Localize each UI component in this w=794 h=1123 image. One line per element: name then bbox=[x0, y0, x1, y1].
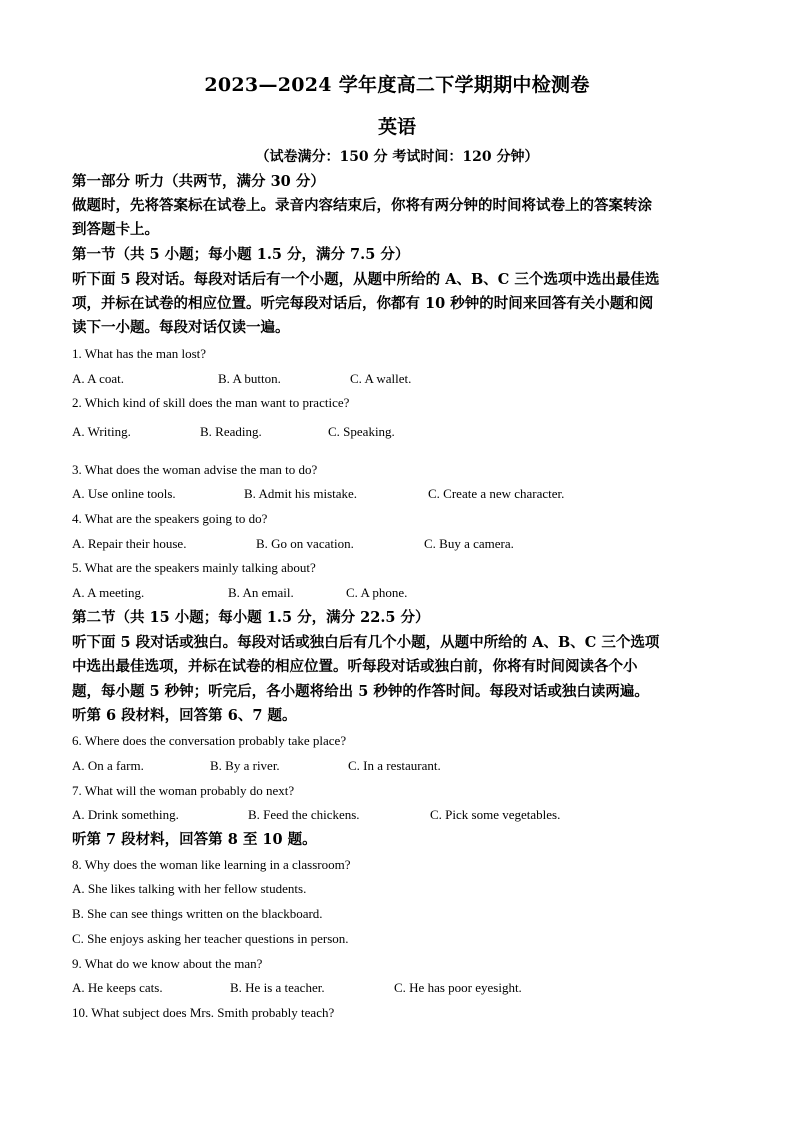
option-a: A. Drink something. bbox=[72, 807, 179, 822]
option-a: A. A meeting. bbox=[72, 585, 145, 600]
part1-heading: 第一部分 听力（共两节，满分 30 分） bbox=[72, 173, 325, 190]
option-c: C. A wallet. bbox=[350, 371, 412, 386]
option-c: C. A phone. bbox=[346, 585, 408, 600]
material-7-heading: 听第 7 段材料，回答第 8 至 10 题。 bbox=[72, 831, 317, 848]
question-stem: 5. What are the speakers mainly talking about? bbox=[72, 560, 316, 575]
option-b: B. Feed the chickens. bbox=[248, 807, 360, 822]
question-stem: 4. What are the speakers going to do? bbox=[72, 511, 268, 526]
option-b: B. Reading. bbox=[200, 424, 262, 439]
option-a: A. A coat. bbox=[72, 371, 124, 386]
exam-subject: 英语 bbox=[377, 116, 416, 138]
option-c: C. Buy a camera. bbox=[424, 536, 514, 551]
option-a: A. Repair their house. bbox=[72, 536, 187, 551]
exam-title: 2023—2024 学年度高二下学期期中检测卷 bbox=[204, 74, 590, 96]
option-c: C. In a restaurant. bbox=[348, 758, 441, 773]
section1-heading: 第一节（共 5 小题；每小题 1.5 分，满分 7.5 分） bbox=[72, 246, 410, 263]
option-a: A. Use online tools. bbox=[72, 486, 176, 501]
question-stem: 7. What will the woman probably do next? bbox=[72, 783, 295, 798]
question-stem: 1. What has the man lost? bbox=[72, 346, 207, 361]
material-6-heading: 听第 6 段材料，回答第 6、7 题。 bbox=[72, 707, 297, 724]
option-b: B. She can see things written on the blackboard. bbox=[72, 906, 323, 921]
section1-instruction-line2: 项，并标在试卷的相应位置。听完每段对话后，你都有 10 秒钟的时间来回答有关小题和阅 bbox=[72, 295, 654, 312]
option-c: C. Speaking. bbox=[328, 424, 395, 439]
option-c: C. She enjoys asking her teacher questions in person. bbox=[72, 931, 349, 946]
option-b: B. He is a teacher. bbox=[230, 980, 325, 995]
question-stem: 8. Why does the woman like learning in a classroom? bbox=[72, 857, 351, 872]
option-b: B. Go on vacation. bbox=[256, 536, 354, 551]
section2-heading: 第二节（共 15 小题；每小题 1.5 分，满分 22.5 分） bbox=[72, 609, 430, 626]
question-stem: 6. Where does the conversation probably take place? bbox=[72, 733, 347, 748]
option-a: A. He keeps cats. bbox=[72, 980, 163, 995]
part1-instruction-line2: 到答题卡上。 bbox=[72, 221, 159, 238]
question-stem: 9. What do we know about the man? bbox=[72, 956, 263, 971]
question-stem: 3. What does the woman advise the man to do? bbox=[72, 462, 318, 477]
option-b: B. By a river. bbox=[210, 758, 280, 773]
exam-info: （试卷满分：150 分 考试时间：120 分钟） bbox=[255, 149, 539, 165]
option-c: C. Pick some vegetables. bbox=[430, 807, 561, 822]
section2-instruction-line3: 题，每小题 5 秒钟；听完后，各小题将给出 5 秒钟的作答时间。每段对话或独白读两遍。 bbox=[72, 683, 649, 700]
option-b: B. An email. bbox=[228, 585, 294, 600]
section1-instruction-line3: 读下一小题。每段对话仅读一遍。 bbox=[72, 319, 290, 336]
option-c: C. He has poor eyesight. bbox=[394, 980, 522, 995]
option-a: A. Writing. bbox=[72, 424, 131, 439]
question-stem: 10. What subject does Mrs. Smith probably teach? bbox=[72, 1005, 335, 1020]
option-b: B. Admit his mistake. bbox=[244, 486, 358, 501]
option-a: A. She likes talking with her fellow students. bbox=[72, 881, 307, 896]
section2-instruction-line1: 听下面 5 段对话或独白。每段对话或独白后有几个小题，从题中所给的 A、B、C 三个选项 bbox=[72, 634, 660, 651]
section2-instruction-line2: 中选出最佳选项，并标在试卷的相应位置。听每段对话或独白前，你将有时间阅读各个小 bbox=[72, 658, 638, 675]
option-c: C. Create a new character. bbox=[428, 486, 565, 501]
part1-instruction-line1: 做题时，先将答案标在试卷上。录音内容结束后，你将有两分钟的时间将试卷上的答案转涂 bbox=[72, 197, 652, 214]
section1-instruction-line1: 听下面 5 段对话。每段对话后有一个小题，从题中所给的 A、B、C 三个选项中选出最佳选 bbox=[72, 271, 660, 288]
question-stem: 2. Which kind of skill does the man want to practice? bbox=[72, 395, 350, 410]
option-b: B. A button. bbox=[218, 371, 281, 386]
option-a: A. On a farm. bbox=[72, 758, 144, 773]
